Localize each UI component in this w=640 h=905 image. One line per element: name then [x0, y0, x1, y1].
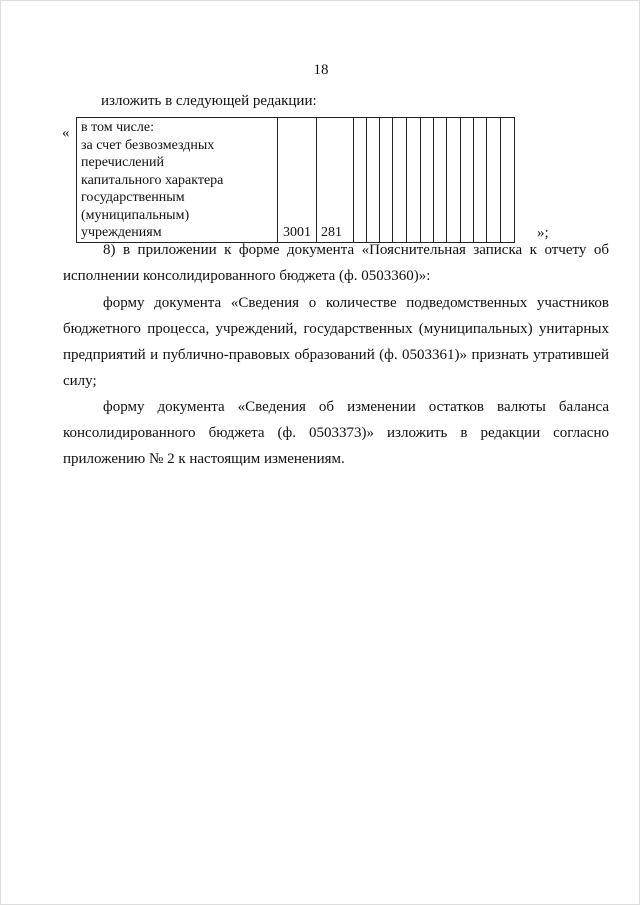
- code-cell: 3001: [278, 118, 317, 243]
- paragraph-line: форму документа «Сведения о количестве подведомственных участников: [103, 295, 609, 311]
- empty-cell: [421, 118, 434, 243]
- line-code-cell: 281: [317, 118, 354, 243]
- closing-quote: »;: [537, 225, 549, 241]
- amendment-table: [76, 117, 515, 243]
- paragraph-line: приложению № 2 к настоящим изменениям.: [63, 451, 345, 467]
- description-line: учреждениям: [81, 225, 162, 240]
- empty-cell: [447, 118, 461, 243]
- paragraph-line: бюджетного процесса, учреждений, государственных (муниципальных) унитарных: [63, 321, 609, 337]
- opening-quote: «: [62, 125, 70, 141]
- description-line: государственным: [81, 190, 185, 205]
- paragraph-line: 8) в приложении к форме документа «Пояснительная записка к отчету об: [103, 242, 609, 258]
- empty-cell: [434, 118, 447, 243]
- empty-cell: [407, 118, 421, 243]
- empty-cell: [354, 118, 367, 243]
- paragraph-line: консолидированного бюджета (ф. 0503373)» изложить в редакции согласно: [63, 425, 609, 441]
- empty-cell: [501, 118, 515, 243]
- page-number: 18: [313, 62, 329, 78]
- paragraph-item-8: [63, 237, 609, 289]
- empty-cell: [393, 118, 407, 243]
- description-line: перечислений: [81, 155, 164, 170]
- paragraph-line: силу;: [63, 373, 97, 389]
- description-line: за счет безвозмездных: [81, 137, 215, 153]
- paragraph-line: предприятий и публично-правовых образований (ф. 0503361)» признать утратившей: [63, 347, 609, 363]
- paragraph-line: форму документа «Сведения об изменении остатков валюты баланса: [103, 399, 609, 415]
- empty-cell: [461, 118, 474, 243]
- row-description: [77, 118, 278, 243]
- paragraph-line: исполнении консолидированного бюджета (ф. 0503360)»:: [63, 268, 431, 284]
- empty-cell: [487, 118, 501, 243]
- empty-cell: [380, 118, 393, 243]
- table-row: [77, 118, 515, 243]
- paragraph-form-0503361: [63, 290, 609, 394]
- paragraph-form-0503373: [63, 394, 609, 472]
- empty-cell: [474, 118, 487, 243]
- intro-text: изложить в следующей редакции:: [101, 93, 317, 109]
- description-line: (муниципальным): [81, 207, 190, 223]
- description-line: капитального характера: [81, 172, 224, 188]
- empty-cell: [367, 118, 380, 243]
- description-line: в том числе:: [81, 120, 154, 135]
